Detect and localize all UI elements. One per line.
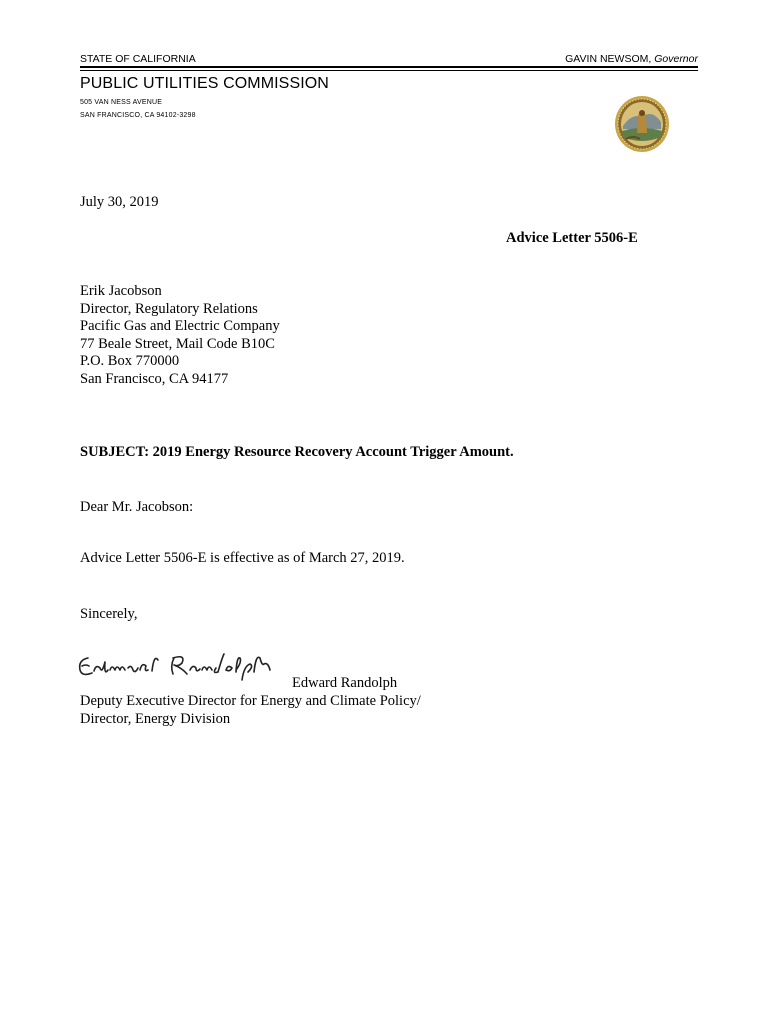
letterhead-rule-thick: [80, 66, 698, 68]
recipient-address: [80, 282, 280, 388]
handwritten-signature: [74, 650, 290, 684]
letterhead-rule-thin: [80, 70, 698, 71]
signer-name: Edward Randolph: [292, 675, 398, 691]
recipient-line: Erik Jacobson: [80, 283, 162, 299]
closing: Sincerely,: [80, 606, 138, 622]
salutation: Dear Mr. Jacobson:: [80, 499, 194, 515]
letter-date: July 30, 2019: [80, 194, 159, 210]
subject-line: SUBJECT: 2019 Energy Resource Recovery Account Trigger Amount.: [80, 444, 514, 460]
governor-line: [565, 53, 698, 65]
governor-name: GAVIN NEWSOM,: [565, 53, 652, 65]
letterhead-top-line: [80, 53, 698, 67]
recipient-line: San Francisco, CA 94177: [80, 370, 229, 387]
agency-address-line2: SAN FRANCISCO, CA 94102-3298: [80, 112, 196, 119]
recipient-line: 77 Beale Street, Mail Code B10C: [80, 335, 275, 352]
agency-address-line1: 505 VAN NESS AVENUE: [80, 99, 163, 106]
signer-title-line1: Deputy Executive Director for Energy and Climate Policy/: [80, 693, 421, 709]
recipient-line: Pacific Gas and Electric Company: [80, 318, 280, 335]
governor-title: Governor: [654, 53, 698, 65]
advice-letter-number: Advice Letter 5506-E: [506, 230, 638, 246]
body-paragraph: Advice Letter 5506-E is effective as of March 27, 2019.: [80, 550, 405, 566]
signer-title-line2: Director, Energy Division: [80, 711, 231, 727]
agency-name: PUBLIC UTILITIES COMMISSION: [80, 75, 329, 92]
recipient-line: P.O. Box 770000: [80, 353, 180, 370]
california-state-seal-icon: [614, 95, 670, 153]
recipient-line: Director, Regulatory Relations: [80, 300, 258, 317]
state-name: STATE OF CALIFORNIA: [80, 53, 196, 65]
